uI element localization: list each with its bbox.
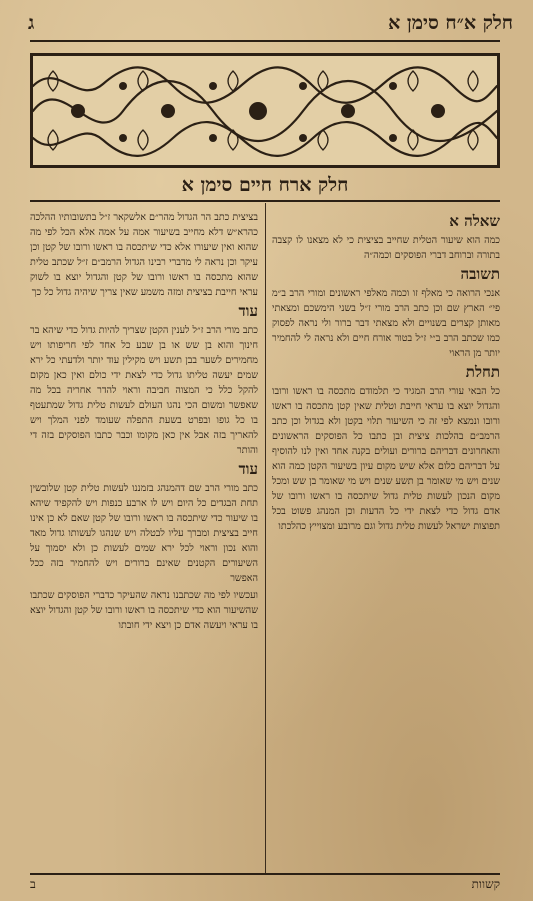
section-label-2: עוד <box>238 460 258 478</box>
question-text: כמה הוא שיעור הטלית שחייב בציצית כי לא מצאנו לו קצבה בתורה וברוחב דברי הפוסקים וכמה״ה <box>272 235 500 261</box>
question-label: שאלה א <box>449 212 500 230</box>
section-text-1: כתב מורי הרב ז״ל לענין הקטן שצריך להיות גדול כדי שיהא בר חינוך והוא בן שש או בן שבע כל אחד לפי חריפותו ויש מחמירים לשער בבן תשע ויש מקילין עוד יותר ולדעתי כל ירא שמים יעשה טליתו גדול כדי לצאת ידי כולם ואין כאן מקום להקל כלל כי המצוה חביבה וראוי להדר אחריה בכל מה שאפשר ומשום הכי נהגו העולם לעשות טלית גדול שמתעטף בו כל גופו ובפרט בשעת התפלה שעומד לפני המלך ויש להאריך בזה אבל אין כאן מקומו וכבר כתבו הפוסקים בזה די והותר <box>30 325 258 456</box>
title-rule <box>30 200 500 202</box>
opening-text: בציצית כתב הר הגדול מהר״ם אלשקאר ז״ל בתשובותיו ההלכה כהרא״ש דלא מחייב בשיעור אמה על אמה אלא הכל לפי מה שהוא ואין שיעורו אלא כדי שיתכסה בו ראשו ורובו של קטן וכן עיקר וכן נראה לי מדברי רבינו הגדול הרמב״ם ז״ל שכתב טלית שהוא מתכסה בו ראשו ורובו של קטן והגדול יוצא בו לשוק עראי חייבת בציצית ומזה משמע שאין צריך שיהיה גדול כל כך <box>30 212 258 298</box>
column-divider <box>265 203 266 873</box>
closing-text: ועכשיו לפי מה שכתבנו נראה שהעיקר כדברי הפוסקים שכתבו שהשיעור הוא כדי שיתכסה בו ראשו ורובו של קטן והגדול יוצא בו עראי ויעשה אדם כן ויצא ידי חובתו <box>30 590 258 631</box>
signature-mark: ב <box>30 876 36 891</box>
footer <box>30 875 500 893</box>
section-label-1: עוד <box>238 302 258 320</box>
section-text: כל הבאי עורי הרב המגיד כי תלמודם מתכסה בו ראשו ורובו והגדול יוצא בו עראי חייבת וטלית שאין קטן מתכסה בו ראשו ורובו ונמצא לפי זה כי השיעור תלוי בקטן ולא בגדול וכן כתב הרמב״ם בהלכות ציצית ובן כתבו כל הפוסקים הראשונים והאחרונים דבריהם ברורים ועולים בקנה אחד ואין לנו להוסיף על דבריהם כלום אלא שיש מקום עיון בשיעור הקטן כמה הוא שנים ויש מי שאומר בן תשע שנים ויש מי שאומר בן שש ומכל מקום הנכון לעשות טלית גדול שיתכסה בו ראשו ורובו של אדם גדול כדי לצאת ידי כל הדעות וכן המנהג פשוט בכל תפוצות ישראל לעשות טלית גדול וגם מרובע ומצוייץ כהלכתו <box>272 386 500 532</box>
floral-ornament-icon <box>30 53 500 168</box>
answer-label: תשובה <box>460 265 500 283</box>
page-number: ג <box>28 11 35 34</box>
right-column <box>272 210 500 860</box>
answer-text: אנכי הרואה כי מאלף זו וכמה מאלפי ראשונים ומורי הרב ב״מ פי״ הארץ שם וכן כתב הרב מורי ז״ל בשני הימשכם ומצאתי מאותן קצרים בשנויים ולא מצאתי דבר ברור ולי נראה לפסוק כמו שכתב הרב ב״י ז״ל בטור אורח חיים ולא נראה לי להחמיר יותר מן הראוי <box>272 288 500 359</box>
running-head <box>28 10 513 36</box>
running-head-title: חלק א״ח סימן א <box>388 11 513 34</box>
catchword: קשוות <box>471 876 500 891</box>
section-label: תחלת <box>465 363 500 381</box>
header-rule <box>30 40 500 42</box>
section-text-2: כתב מורי הרב שם דהמנהג בזמננו לעשות טלית קטן שלובשין תחת הבגדים כל היום ויש לו ארבע כנפות ויש להקפיד שיהא בו שיעור כדי שיתכסה בו ראשו ורובו של קטן שאם לא כן אינו חייב בציצית ומברך עליו לבטלה ויש שנהגו לעשותו גדול מאד והוא נכון וראוי לכל ירא שמים לעשות כן ולא יסמוך על השיעורים הקטנים שאינם ברורים ויש להחמיר בזה ככל האפשר <box>30 483 258 584</box>
left-column <box>30 210 258 860</box>
section-title: חלק ארח חיים סימן א <box>181 174 349 196</box>
